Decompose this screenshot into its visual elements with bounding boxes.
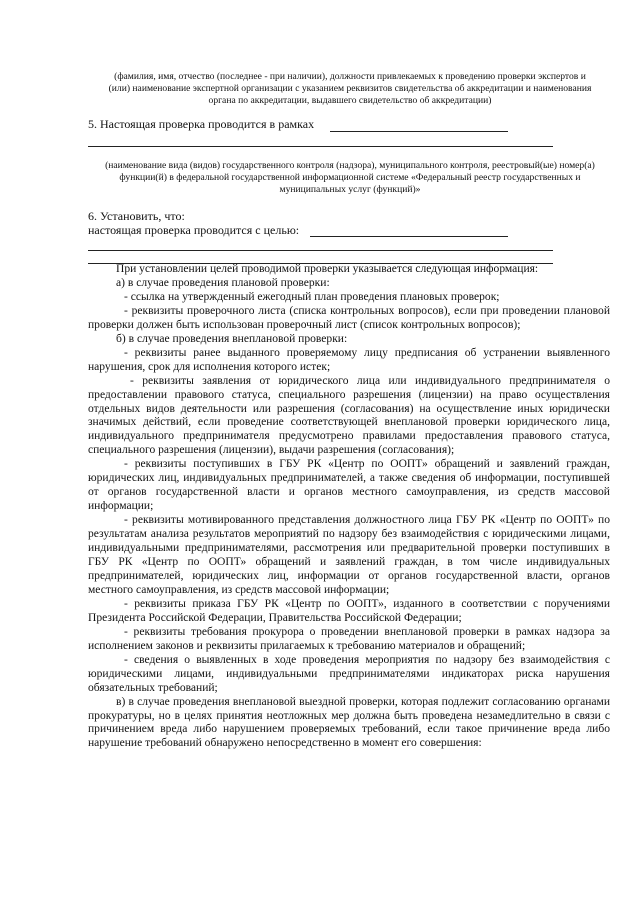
instruction-paragraph: При установлении целей проводимой проверки указывается следующая информация: [116, 263, 539, 275]
purpose-fill-line[interactable] [310, 236, 508, 237]
section5-label: 5. Настоящая проверка проводится в рамках [88, 117, 315, 131]
purpose-label: настоящая проверка проводится с целью: [88, 223, 300, 237]
control-type-caption [80, 160, 620, 196]
control-type-caption-line: функции(й) в федеральной государственной информационной системе «Федеральный реестр государственных и [119, 172, 581, 183]
control-type-caption-line: муниципальных услуг (функций)» [279, 184, 421, 195]
section5-fill-line[interactable] [330, 131, 508, 132]
instruction-paragraph: - ссылка на утвержденный ежегодный план проведения плановых проверок; [124, 290, 500, 303]
purpose-instructions [88, 263, 610, 751]
instruction-paragraph: а) в случае проведения плановой проверки: [116, 276, 330, 289]
section5-fill-line-2[interactable] [88, 146, 553, 147]
purpose-fill-line-2[interactable] [88, 250, 553, 251]
instruction-paragraph: - реквизиты поступивших в ГБУ РК «Центр по ООПТ» обращений и заявлений граждан, юридических лиц, индивидуальных предпринимателей, а также сведения об информации, поступившей от органов государственной власти и органов местного самоуправления, из средств массовой информации; [88, 458, 610, 513]
experts-caption-line: (фамилия, имя, отчество (последнее - при наличии), должности привлекаемых к проведению проверки экспертов и [114, 71, 586, 82]
instruction-paragraph: в) в случае проведения внеплановой выездной проверки, которая подлежит согласованию органами прокуратуры, но в целях принятия неотложных мер должна быть проведена незамедлительно в связи с причинением вреда либо нарушением проверяемых требований, если такое причинение вреда либо нарушение требований обнаружено непосредственно в момент его совершения: [88, 695, 610, 750]
instruction-paragraph: - реквизиты мотивированного представления должностного лица ГБУ РК «Центр по ООПТ» по результатам анализа результатов мероприятий по надзору без взаимодействия с юридическими лицами, индивидуальными предпринимателями, рассмотрения или предварительной проверки поступивших в ГБУ РК «Центр по ООПТ» обращений и заявлений граждан, в том числе индивидуальных предпринимателей, юридических лиц, информации от органов государственной власти, органов местного самоуправления, из средств массовой информации; [88, 514, 610, 596]
instruction-paragraph: - сведения о выявленных в ходе проведения мероприятия по надзору без взаимодействия с юридическими лицами, индивидуальными предпринимателями индикаторах риска нарушения обязательных требований; [88, 653, 610, 694]
instruction-paragraph: б) в случае проведения внеплановой проверки: [116, 332, 348, 345]
instruction-paragraph: - реквизиты проверочного листа (списка контрольных вопросов), если при проведении плановой проверки должен быть использован проверочный лист (список контрольных вопросов); [88, 304, 610, 331]
control-type-caption-line: (наименование вида (видов) государственного контроля (надзора), муниципального контроля, реестровый(ые) номер(а) [105, 160, 595, 171]
instruction-paragraph: - реквизиты заявления от юридического лица или индивидуального предпринимателя о предоставлении правового статуса, специального разрешения (лицензии) на право осуществления отдельных видов деятельности или разрешения (согласования) на осуществление иных юридически значимых действий, если проведение соответствующей внеплановой проверки юридического лица, индивидуального предпринимателя предусмотрено правилами предоставления правового статуса, специального разрешения (лицензии), выдачи разрешения (согласования); [88, 374, 610, 457]
instruction-paragraph: - реквизиты требования прокурора о проведении внеплановой проверки в рамках надзора за исполнением законов и реквизиты прилагаемых к требованию материалов и обращений; [88, 625, 610, 652]
section6-label: 6. Установить, что: [88, 209, 185, 223]
instruction-paragraph: - реквизиты приказа ГБУ РК «Центр по ООПТ», изданного в соответствии с поручениями Президента Российской Федерации, Правительства Российской Федерации; [88, 597, 610, 624]
experts-caption-line: органа по аккредитации, выдавшего свидетельство об аккредитации) [208, 95, 492, 106]
experts-caption-line: (или) наименование экспертной организации с указанием реквизитов свидетельства об аккредитации и наименования [108, 83, 592, 94]
experts-caption [80, 71, 620, 107]
instruction-paragraph: - реквизиты ранее выданного проверяемому лицу предписания об устранении выявленного нарушения, срок для исполнения которого истек; [88, 346, 610, 373]
